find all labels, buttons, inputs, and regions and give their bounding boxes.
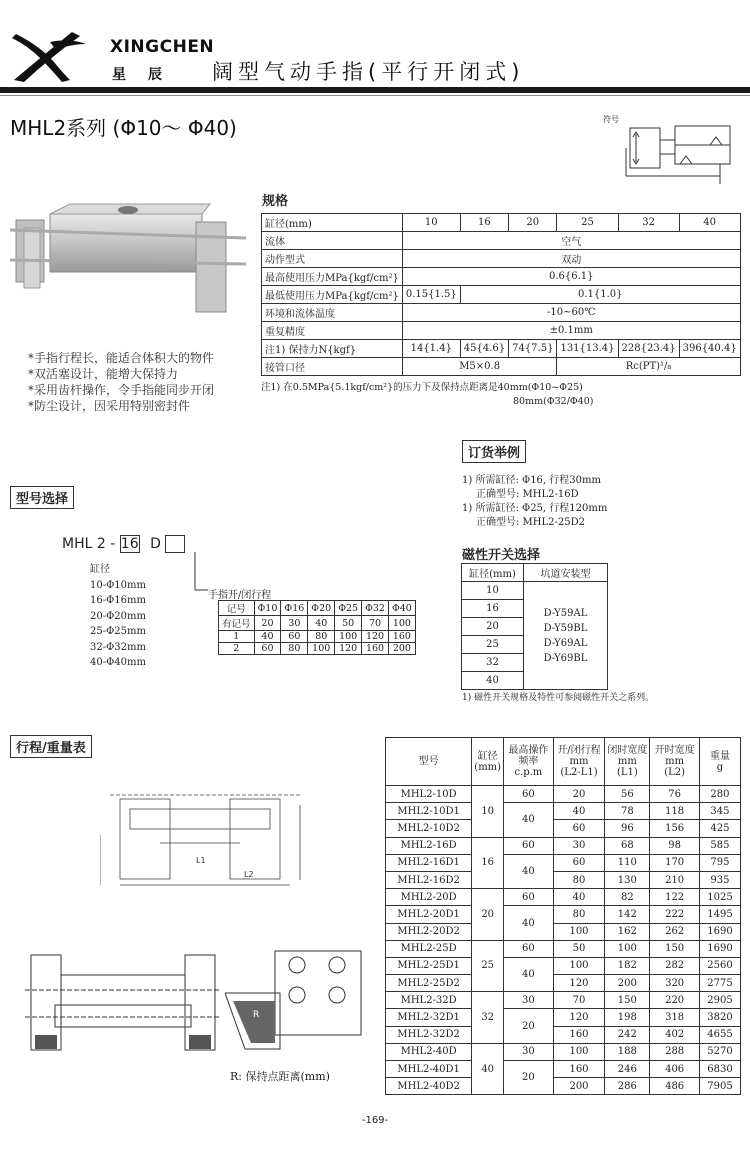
- stroke-cell: 60: [281, 631, 308, 643]
- order-example: [462, 474, 607, 530]
- table-cell: 7905: [699, 1078, 740, 1095]
- bore-title: 缸径: [90, 564, 110, 575]
- table-cell: 200: [605, 975, 650, 992]
- model-select-heading: 型号选择: [10, 486, 74, 509]
- table-cell: 1025: [699, 889, 740, 906]
- stroke-cell: Φ10: [254, 601, 281, 616]
- table-cell: 795: [699, 854, 740, 871]
- order-line: 正确型号: MHL2-16D: [476, 489, 579, 500]
- spec-cell: 双动: [402, 250, 740, 268]
- spec-row-port: [262, 358, 741, 376]
- spec-row-action: [262, 250, 741, 268]
- spec-cell: -10~60℃: [402, 304, 740, 322]
- table-cell: 246: [605, 1061, 650, 1078]
- table-cell: 16: [472, 837, 504, 889]
- stroke-cell: Φ25: [335, 601, 362, 616]
- stroke-cell: Φ32: [362, 601, 389, 616]
- sw-header-weight: 重量 g: [699, 738, 740, 786]
- table-cell: 282: [650, 957, 700, 974]
- spec-label: 注1) 保持力N{kgf}: [262, 340, 403, 358]
- feature-item: *采用齿杆操作，令手指能同步开闭: [28, 383, 215, 397]
- table-cell: 162: [605, 923, 650, 940]
- table-cell: 2775: [699, 975, 740, 992]
- table-cell: 288: [650, 1043, 700, 1060]
- table-row: [386, 889, 741, 906]
- switch-header-row: [462, 564, 608, 582]
- table-cell: 80: [553, 906, 605, 923]
- table-cell: MHL2-16D1: [386, 854, 472, 871]
- feature-item: *双活塞设计，能增大保持力: [28, 367, 179, 381]
- stroke-cell: 40: [308, 616, 335, 631]
- bore-option: 40-Φ40mm: [90, 657, 146, 668]
- table-cell: 10: [472, 786, 504, 838]
- stroke-cell: 60: [254, 643, 281, 655]
- spec-cell: 25: [557, 214, 618, 232]
- table-cell: MHL2-25D1: [386, 957, 472, 974]
- table-row: [386, 1061, 741, 1078]
- table-cell: 935: [699, 871, 740, 888]
- table-cell: MHL2-16D: [386, 837, 472, 854]
- table-row: [386, 940, 741, 957]
- stroke-cell: 160: [362, 643, 389, 655]
- bore-option: 20-Φ20mm: [90, 610, 146, 622]
- table-cell: 70: [553, 992, 605, 1009]
- stroke-cell: 50: [335, 616, 362, 631]
- switch-cell: 10: [462, 582, 524, 600]
- table-row: [386, 871, 741, 888]
- table-cell: 1495: [699, 906, 740, 923]
- table-cell: MHL2-25D2: [386, 975, 472, 992]
- table-cell: MHL2-40D1: [386, 1061, 472, 1078]
- spec-row-temp: [262, 304, 741, 322]
- model-bore-box: 16: [120, 536, 139, 552]
- bore-option: 32-Φ32mm: [90, 641, 146, 653]
- table-cell: 80: [553, 871, 605, 888]
- switch-cell: 32: [462, 654, 524, 672]
- spec-cell: 74{7.5}: [509, 340, 557, 358]
- table-cell: 2560: [699, 957, 740, 974]
- table-cell: 585: [699, 837, 740, 854]
- table-cell: 120: [553, 1009, 605, 1026]
- stroke-cell: Φ16: [281, 601, 308, 616]
- table-row: [386, 957, 741, 974]
- feature-list: [28, 350, 214, 414]
- spec-cell: 228{23.4}: [618, 340, 679, 358]
- spec-row-fluid: [262, 232, 741, 250]
- switch-cell: 25: [462, 636, 524, 654]
- stroke-table: [218, 600, 416, 655]
- spec-label: 动作型式: [262, 250, 403, 268]
- table-cell: MHL2-40D2: [386, 1078, 472, 1095]
- table-cell: 20: [553, 786, 605, 803]
- series-title: MHL2系列 (Φ10～ Φ40): [10, 116, 237, 140]
- sw-header-freq: 最高操作 频率 c.p.m: [504, 738, 554, 786]
- stroke-row: [219, 631, 416, 643]
- table-cell: 60: [553, 854, 605, 871]
- table-cell: 130: [605, 871, 650, 888]
- table-cell: 188: [605, 1043, 650, 1060]
- table-cell: 20: [504, 1009, 554, 1043]
- table-cell: 170: [650, 854, 700, 871]
- spec-cell: M5×0.8: [402, 358, 557, 376]
- stroke-cell: 100: [335, 631, 362, 643]
- stroke-cell: 100: [388, 616, 415, 631]
- table-cell: 160: [553, 1061, 605, 1078]
- feature-item: *防尘设计，因采用特别密封件: [28, 399, 191, 413]
- spec-cell: 45{4.6}: [460, 340, 508, 358]
- table-cell: 210: [650, 871, 700, 888]
- table-cell: 56: [605, 786, 650, 803]
- spec-heading: 规格: [262, 194, 289, 209]
- table-cell: 222: [650, 906, 700, 923]
- table-cell: 402: [650, 1026, 700, 1043]
- table-cell: 30: [504, 992, 554, 1009]
- spec-cell: 0.6{6.1}: [402, 268, 740, 286]
- spec-table: [261, 213, 741, 376]
- model-suffix-box: [165, 535, 185, 553]
- table-cell: 100: [553, 1043, 605, 1060]
- stroke-cell: 记号: [219, 601, 255, 616]
- table-cell: 32: [472, 992, 504, 1044]
- page-number: -169-: [361, 1115, 389, 1126]
- dim-label-l1: L1: [196, 856, 206, 865]
- stroke-cell: 80: [308, 631, 335, 643]
- stroke-cell: Φ20: [308, 601, 335, 616]
- feature-item: *手指行程长，能适合体积大的物件: [28, 351, 215, 365]
- table-cell: 82: [605, 889, 650, 906]
- r-label: R: [253, 1010, 260, 1020]
- switch-type: D-Y69AL: [543, 637, 588, 649]
- table-cell: 122: [650, 889, 700, 906]
- table-cell: 242: [605, 1026, 650, 1043]
- table-cell: 60: [504, 786, 554, 803]
- table-cell: 100: [553, 957, 605, 974]
- order-heading: 订货举例: [462, 440, 526, 463]
- table-row: [386, 786, 741, 803]
- sw-header-bore: 缸径 (mm): [472, 738, 504, 786]
- table-cell: 68: [605, 837, 650, 854]
- table-cell: MHL2-10D: [386, 786, 472, 803]
- spec-row-force: [262, 340, 741, 358]
- order-line: 1) 所需缸径: Φ25, 行程120mm: [462, 503, 608, 514]
- spec-cell: 131{13.4}: [557, 340, 618, 358]
- section-drawing: [25, 945, 220, 1060]
- table-cell: 60: [504, 940, 554, 957]
- table-row: [386, 975, 741, 992]
- switch-cell: 20: [462, 618, 524, 636]
- table-cell: 100: [605, 940, 650, 957]
- bore-option: 10-Φ10mm: [90, 579, 146, 591]
- table-cell: 160: [553, 1026, 605, 1043]
- bore-option: 25-Φ25mm: [90, 626, 146, 637]
- stroke-cell: 20: [254, 616, 281, 631]
- switch-cell: 坑道安装型: [524, 564, 608, 582]
- table-cell: 40: [504, 906, 554, 940]
- table-cell: MHL2-32D2: [386, 1026, 472, 1043]
- table-cell: 486: [650, 1078, 700, 1095]
- switch-types-cell: [524, 582, 608, 690]
- table-row: [386, 906, 741, 923]
- table-cell: 198: [605, 1009, 650, 1026]
- table-cell: 100: [553, 923, 605, 940]
- table-cell: 3820: [699, 1009, 740, 1026]
- table-cell: 406: [650, 1061, 700, 1078]
- spec-row-bore: [262, 214, 741, 232]
- spec-label: 最高使用压力MPa{kgf/cm²}: [262, 268, 403, 286]
- bore-option-list: [90, 562, 146, 671]
- spec-cell: ±0.1mm: [402, 322, 740, 340]
- stroke-cell: 70: [362, 616, 389, 631]
- stroke-cell: 80: [281, 643, 308, 655]
- table-cell: 156: [650, 820, 700, 837]
- sw-body: [386, 786, 741, 1095]
- table-cell: 118: [650, 803, 700, 820]
- table-cell: 40: [553, 803, 605, 820]
- spec-cell: Rc(PT)¹/₈: [557, 358, 740, 376]
- table-cell: 220: [650, 992, 700, 1009]
- spec-note-line: 80mm(Φ32/Φ40): [513, 396, 594, 407]
- table-cell: 2905: [699, 992, 740, 1009]
- dim-label-l2: L2: [244, 870, 254, 879]
- table-cell: 345: [699, 803, 740, 820]
- spec-label: 环境和流体温度: [262, 304, 403, 322]
- table-cell: 182: [605, 957, 650, 974]
- model-prefix: MHL 2 -: [62, 536, 116, 552]
- brand-name-cn: 星辰: [112, 67, 184, 83]
- spec-row-repeat: [262, 322, 741, 340]
- brand-name-en: XINGCHEN: [110, 37, 215, 57]
- switch-type: D-Y59AL: [543, 607, 588, 619]
- stroke-row: [219, 616, 416, 631]
- table-cell: 150: [650, 940, 700, 957]
- table-row: [386, 854, 741, 871]
- table-cell: 40: [504, 803, 554, 837]
- spec-cell: 16: [460, 214, 508, 232]
- table-cell: MHL2-10D1: [386, 803, 472, 820]
- spec-cell: 14{1.4}: [402, 340, 460, 358]
- spec-cell: 32: [618, 214, 679, 232]
- order-line: 1) 所需缸径: Φ16, 行程30mm: [462, 475, 601, 486]
- stroke-cell: 160: [388, 631, 415, 643]
- table-cell: 96: [605, 820, 650, 837]
- spec-cell: 10: [402, 214, 460, 232]
- table-cell: MHL2-32D: [386, 992, 472, 1009]
- table-cell: 150: [605, 992, 650, 1009]
- spec-cell: 40: [679, 214, 740, 232]
- table-row: [386, 1026, 741, 1043]
- switch-cell: 缸径(mm): [462, 564, 524, 582]
- bore-option: 16-Φ16mm: [90, 595, 146, 606]
- table-cell: 98: [650, 837, 700, 854]
- spec-label: 最低使用压力MPa{kgf/cm²}: [262, 286, 403, 304]
- table-cell: 20: [504, 1061, 554, 1095]
- stroke-cell: 有记号: [219, 616, 255, 631]
- stroke-title: 手指开/闭行程: [208, 590, 272, 601]
- stroke-cell: 1: [219, 631, 255, 643]
- table-cell: 40: [504, 957, 554, 991]
- header-rule-thin: [0, 95, 750, 96]
- spec-note-line: 注1) 在0.5MPa{5.1kgf/cm²}的压力下及保持点距离是40mm(Φ10~Φ25): [261, 382, 583, 393]
- stroke-cell: 200: [388, 643, 415, 655]
- table-cell: MHL2-25D: [386, 940, 472, 957]
- table-cell: 25: [472, 940, 504, 992]
- sw-header-row: [386, 738, 741, 786]
- table-cell: 30: [553, 837, 605, 854]
- switch-cell: 40: [462, 672, 524, 690]
- table-cell: MHL2-20D1: [386, 906, 472, 923]
- leader-line: [180, 552, 210, 597]
- table-cell: 1690: [699, 940, 740, 957]
- switch-note: 1) 磁性开关规格及特性可参阅磁性开关之系列。: [462, 693, 655, 703]
- table-cell: 200: [553, 1078, 605, 1095]
- table-cell: 30: [504, 1043, 554, 1060]
- table-cell: 6830: [699, 1061, 740, 1078]
- table-row: [386, 820, 741, 837]
- table-cell: 1690: [699, 923, 740, 940]
- stroke-cell: 40: [254, 631, 281, 643]
- table-cell: 110: [605, 854, 650, 871]
- table-cell: 60: [504, 889, 554, 906]
- table-cell: 40: [472, 1043, 504, 1095]
- spec-label: 流体: [262, 232, 403, 250]
- spec-cell: 396{40.4}: [679, 340, 740, 358]
- table-cell: 40: [553, 889, 605, 906]
- table-cell: 20: [472, 889, 504, 941]
- table-cell: 78: [605, 803, 650, 820]
- table-row: [386, 837, 741, 854]
- table-cell: 320: [650, 975, 700, 992]
- table-cell: MHL2-20D: [386, 889, 472, 906]
- table-row: [386, 803, 741, 820]
- page-title: 阔型气动手指(平行开闭式): [212, 60, 525, 84]
- stroke-cell: 120: [335, 643, 362, 655]
- grip-caption: R: 保持点距离(mm): [230, 1070, 330, 1083]
- spec-row-min-pressure: [262, 286, 741, 304]
- table-row: [386, 1043, 741, 1060]
- dimension-drawing: [100, 785, 310, 890]
- spec-label: 接管口径: [262, 358, 403, 376]
- stroke-cell: 30: [281, 616, 308, 631]
- table-cell: 60: [553, 820, 605, 837]
- table-cell: 425: [699, 820, 740, 837]
- sw-header-stroke: 开/闭行程 mm (L2-L1): [553, 738, 605, 786]
- spec-label: 缸径(mm): [262, 214, 403, 232]
- stroke-cell: Φ40: [388, 601, 415, 616]
- sw-header-open: 开时宽度 mm (L2): [650, 738, 700, 786]
- symbol-label: 符号: [603, 115, 619, 124]
- table-cell: 76: [650, 786, 700, 803]
- order-line: 正确型号: MHL2-25D2: [476, 517, 585, 528]
- table-row: [386, 923, 741, 940]
- stroke-weight-table: [385, 737, 741, 1095]
- table-row: [386, 992, 741, 1009]
- stroke-cell: 100: [308, 643, 335, 655]
- model-d: D: [150, 536, 161, 552]
- table-cell: 120: [553, 975, 605, 992]
- stroke-header-row: [219, 601, 416, 616]
- sw-header-model: 型号: [386, 738, 472, 786]
- table-cell: MHL2-16D2: [386, 871, 472, 888]
- switch-cell: 16: [462, 600, 524, 618]
- table-row: [386, 1078, 741, 1095]
- header-rule: [0, 87, 750, 93]
- table-cell: 286: [605, 1078, 650, 1095]
- table-cell: 280: [699, 786, 740, 803]
- table-cell: 5270: [699, 1043, 740, 1060]
- spec-row-max-pressure: [262, 268, 741, 286]
- product-photo: [10, 200, 246, 320]
- table-cell: 318: [650, 1009, 700, 1026]
- table-cell: 4655: [699, 1026, 740, 1043]
- table-cell: MHL2-20D2: [386, 923, 472, 940]
- switch-row: [462, 582, 608, 600]
- sw-header-closed: 闭时宽度 mm (L1): [605, 738, 650, 786]
- table-cell: 50: [553, 940, 605, 957]
- model-code: [62, 535, 185, 553]
- stroke-cell: 120: [362, 631, 389, 643]
- stroke-cell: 2: [219, 643, 255, 655]
- table-cell: MHL2-10D2: [386, 820, 472, 837]
- table-cell: 142: [605, 906, 650, 923]
- stroke-weight-heading: 行程/重量表: [10, 735, 92, 758]
- table-cell: 60: [504, 837, 554, 854]
- stroke-row: [219, 643, 416, 655]
- switch-type: D-Y69BL: [543, 652, 588, 664]
- table-row: [386, 1009, 741, 1026]
- xingchen-logo-icon: [10, 28, 90, 84]
- spec-cell: 空气: [402, 232, 740, 250]
- table-cell: 40: [504, 854, 554, 888]
- spec-cell: 0.1{1.0}: [460, 286, 740, 304]
- table-cell: MHL2-32D1: [386, 1009, 472, 1026]
- spec-cell: 0.15{1.5}: [402, 286, 460, 304]
- spec-note: [261, 381, 593, 409]
- table-cell: MHL2-40D: [386, 1043, 472, 1060]
- switch-table: [461, 563, 608, 690]
- grip-point-drawing: [225, 945, 365, 1060]
- spec-cell: 20: [509, 214, 557, 232]
- pneumatic-symbol-icon: [600, 110, 740, 190]
- switch-heading: 磁性开关选择: [462, 548, 541, 563]
- spec-label: 重复精度: [262, 322, 403, 340]
- table-cell: 262: [650, 923, 700, 940]
- switch-type: D-Y59BL: [543, 622, 588, 634]
